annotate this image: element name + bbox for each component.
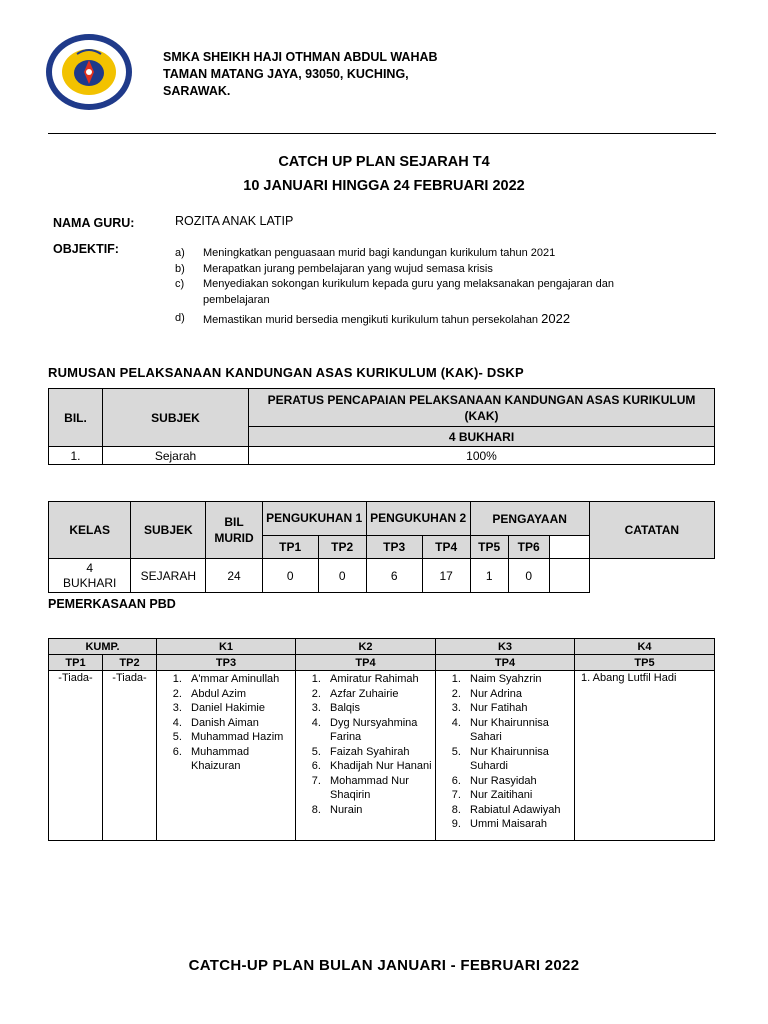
row-tp5: 1 (470, 559, 508, 593)
row-tp2: 0 (318, 559, 366, 593)
cell-tp2: -Tiada- (103, 671, 157, 841)
k3-list (436, 672, 574, 832)
list-item: 9. Ummi Maisarah (464, 817, 574, 832)
col-tp4: TP4 (296, 655, 436, 671)
list-item: 4. Dyg Nursyahmina Farina (324, 716, 435, 745)
k1-list (157, 672, 295, 774)
col-pengukuhan-1: PENGUKUHAN 1 (262, 502, 366, 536)
objective-item (175, 262, 675, 278)
col-tp2: TP2 (103, 655, 157, 671)
row-kelas: 4 BUKHARI (49, 559, 131, 593)
col-bil-murid: BIL MURID (206, 502, 262, 559)
col-tp3: TP3 (157, 655, 296, 671)
col-catatan: CATATAN (589, 502, 714, 559)
col-tp2: TP2 (318, 536, 366, 559)
list-item: 6. Muhammad Khaizuran (185, 745, 295, 774)
col-k3: K3 (436, 639, 575, 655)
col-class: 4 BUKHARI (249, 427, 715, 447)
row-tp4: 17 (422, 559, 470, 593)
list-item: 1. Naim Syahzrin (464, 672, 574, 687)
col-kump: KUMP. (49, 639, 157, 655)
col-k1: K1 (157, 639, 296, 655)
doc-subtitle: 10 JANUARI HINGGA 24 FEBRUARI 2022 (243, 178, 525, 194)
objective-key: b) (175, 262, 185, 275)
list-item: 2. Azfar Zuhairie (324, 687, 435, 702)
school-address (163, 49, 438, 100)
cell-k1 (157, 671, 296, 841)
pbd-heading: PEMERKASAAN PBD (48, 597, 176, 611)
list-item: 1. Amiratur Rahimah (324, 672, 435, 687)
list-item: 2. Abdul Azim (185, 687, 295, 702)
objective-key: a) (175, 247, 185, 259)
col-pengukuhan-2: PENGUKUHAN 2 (366, 502, 470, 536)
col-tp5: TP5 (575, 655, 715, 671)
row-bil-murid: 24 (206, 559, 262, 593)
header-divider (48, 133, 716, 134)
row-catatan (549, 559, 589, 593)
objective-label: OBJEKTIF: (53, 242, 119, 256)
objective-text: Merapatkan jurang pembelajaran yang wujud semasa krisis (203, 262, 493, 275)
list-item: 3. Balqis (324, 701, 435, 716)
cell-k3 (436, 671, 575, 841)
list-item: 2. Nur Adrina (464, 687, 574, 702)
list-item: 5. Nur Khairunnisa Suhardi (464, 745, 574, 774)
list-item: 8. Nurain (324, 803, 435, 818)
col-tp1: TP1 (262, 536, 318, 559)
col-k4: K4 (575, 639, 715, 655)
col-bil: BIL. (49, 389, 103, 447)
teacher-label: NAMA GURU: (53, 216, 135, 230)
kak-subjek: Sejarah (103, 447, 249, 465)
list-item: 4. Nur Khairunnisa Sahari (464, 716, 574, 745)
pbd-table (48, 638, 715, 841)
col-tp5: TP5 (470, 536, 508, 559)
objective-item (175, 246, 675, 262)
objective-text: Meningkatkan penguasaan murid bagi kandungan kurikulum tahun 2021 (203, 247, 556, 259)
col-tp4: TP4 (422, 536, 470, 559)
col-subjek: SUBJEK (103, 389, 249, 447)
row-tp1: 0 (262, 559, 318, 593)
list-item: 7. Nur Zaitihani (464, 788, 574, 803)
tp-table (48, 501, 715, 593)
list-item: 5. Muhammad Hazim (185, 730, 295, 745)
kak-heading: RUMUSAN PELAKSANAAN KANDUNGAN ASAS KURIKULUM (KAK)- DSKP (48, 365, 524, 380)
list-item: 3. Daniel Hakimie (185, 701, 295, 716)
col-subjek: SUBJEK (131, 502, 206, 559)
school-crest-icon (44, 32, 134, 112)
col-tp1: TP1 (49, 655, 103, 671)
list-item: 6. Khadijah Nur Hanani (324, 759, 435, 774)
objective-year: 2022 (541, 311, 571, 326)
objective-text: Menyediakan sokongan kurikulum kepada guru yang melaksanakan pengajaran dan pembelajaran (203, 278, 614, 306)
list-item: 6. Nur Rasyidah (464, 774, 574, 789)
objective-item (175, 311, 675, 329)
cell-k4: 1. Abang Lutfil Hadi (575, 671, 715, 841)
k2-list (296, 672, 435, 817)
row-tp6: 0 (508, 559, 549, 593)
teacher-name: ROZITA ANAK LATIP (175, 214, 294, 228)
cell-k2 (296, 671, 436, 841)
col-tp4: TP4 (436, 655, 575, 671)
list-item: 4. Danish Aiman (185, 716, 295, 731)
list-item: 5. Faizah Syahirah (324, 745, 435, 760)
objective-item (175, 277, 675, 308)
kak-bil: 1. (49, 447, 103, 465)
school-logo (44, 32, 134, 112)
footer-title: CATCH-UP PLAN BULAN JANUARI - FEBRUARI 2022 (188, 957, 580, 974)
col-k2: K2 (296, 639, 436, 655)
list-item: 7. Mohammad Nur Shaqirin (324, 774, 435, 803)
school-address-line: TAMAN MATANG JAYA, 93050, KUCHING, (163, 67, 409, 81)
objective-key: c) (175, 278, 185, 290)
objective-text: Memastikan murid bersedia mengikuti kurikulum tahun persekolahan (203, 314, 539, 326)
school-state: SARAWAK. (163, 84, 231, 98)
objective-list (175, 246, 675, 329)
school-name: SMKA SHEIKH HAJI OTHMAN ABDUL WAHAB (163, 50, 438, 64)
col-tp3: TP3 (366, 536, 422, 559)
row-tp3: 6 (366, 559, 422, 593)
col-tp6: TP6 (508, 536, 549, 559)
row-subjek: SEJARAH (131, 559, 206, 593)
objective-key: d) (175, 312, 185, 324)
doc-title: CATCH UP PLAN SEJARAH T4 (278, 154, 490, 170)
cell-tp1: -Tiada- (49, 671, 103, 841)
col-pengayaan: PENGAYAAN (470, 502, 589, 536)
list-item: 8. Rabiatul Adawiyah (464, 803, 574, 818)
kak-table (48, 388, 715, 465)
col-peratus: PERATUS PENCAPAIAN PELAKSANAAN KANDUNGAN ASAS KURIKULUM (KAK) (249, 389, 715, 427)
col-kelas: KELAS (49, 502, 131, 559)
kak-peratus: 100% (249, 447, 715, 465)
list-item: 1. A'mmar Aminullah (185, 672, 295, 687)
list-item: 3. Nur Fatihah (464, 701, 574, 716)
